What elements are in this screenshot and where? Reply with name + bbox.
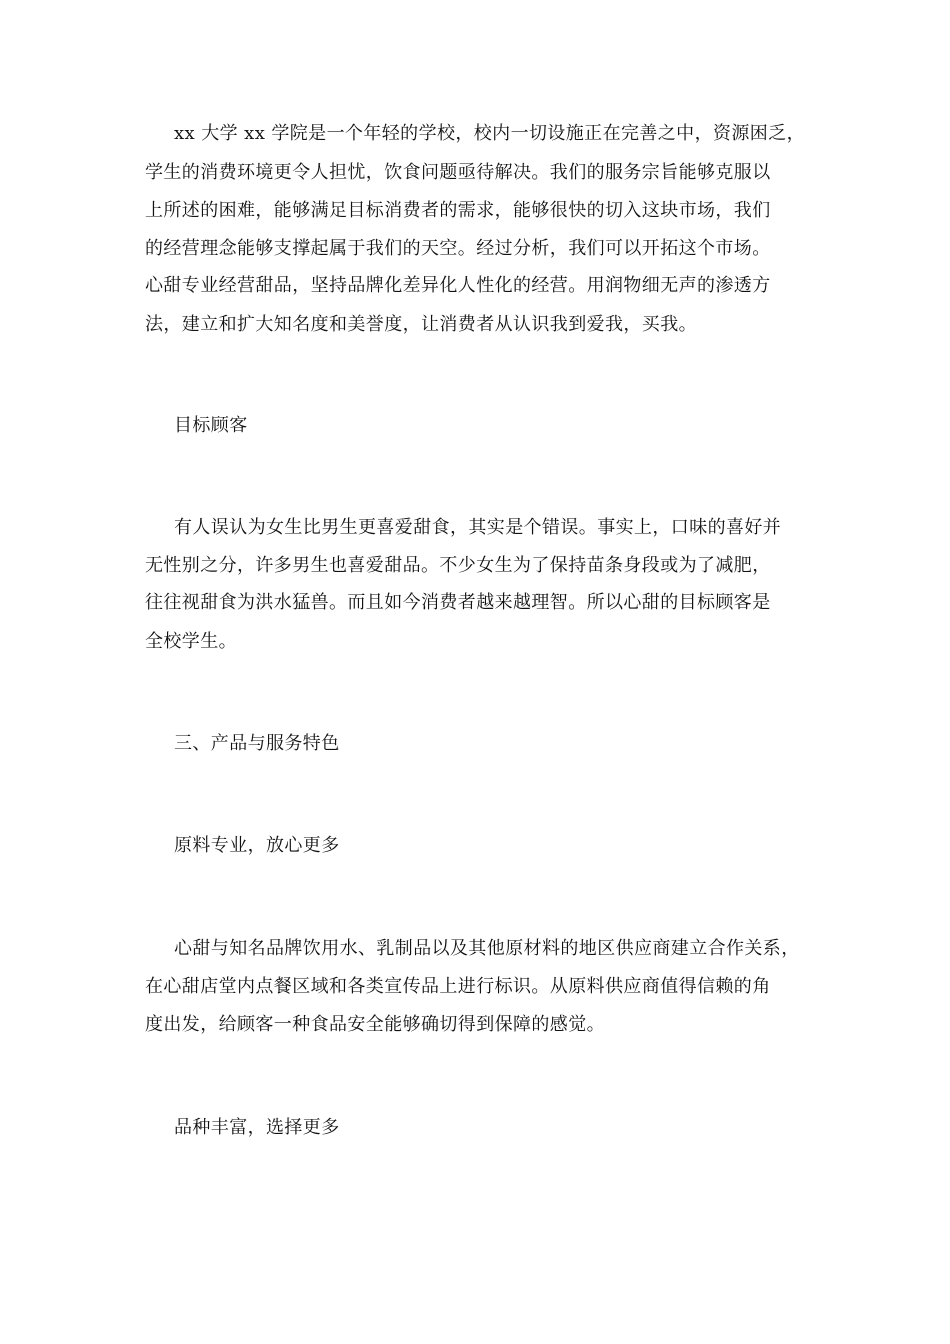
paragraph-line: 有人误认为女生比男生更喜爱甜食，其实是个错误。事实上，口味的喜好并 <box>174 517 782 538</box>
paragraph-line: 法，建立和扩大知名度和美誉度，让消费者从认识我到爱我，买我。 <box>145 314 697 335</box>
paragraph-line: 在心甜店堂内点餐区域和各类宣传品上进行标识。从原料供应商值得信赖的角 <box>145 976 771 997</box>
paragraph-line: 学生的消费环境更令人担忧，饮食问题亟待解决。我们的服务宗旨能够克服以 <box>145 162 771 183</box>
paragraph-line: 无性别之分，许多男生也喜爱甜品。不少女生为了保持苗条身段或为了减肥， <box>145 555 771 576</box>
heading-variety: 品种丰富，选择更多 <box>174 1117 340 1138</box>
heading-section-3: 三、产品与服务特色 <box>174 733 340 754</box>
paragraph-line: 心甜与知名品牌饮用水、乳制品以及其他原材料的地区供应商建立合作关系， <box>174 938 800 959</box>
heading-target-customers: 目标顾客 <box>174 415 248 436</box>
paragraph-line: 往往视甜食为洪水猛兽。而且如今消费者越来越理智。所以心甜的目标顾客是 <box>145 592 771 613</box>
paragraph-line: xx 大学 xx 学院是一个年轻的学校，校内一切设施正在完善之中，资源困乏， <box>174 123 805 144</box>
paragraph-line: 心甜专业经营甜品，坚持品牌化差异化人性化的经营。用润物细无声的渗透方 <box>145 275 771 296</box>
paragraph-line: 的经营理念能够支撑起属于我们的天空。经过分析，我们可以开拓这个市场。 <box>145 238 771 259</box>
paragraph-line: 度出发，给顾客一种食品安全能够确切得到保障的感觉。 <box>145 1014 605 1035</box>
paragraph-line: 全校学生。 <box>145 631 237 652</box>
paragraph-line: 上所述的困难，能够满足目标消费者的需求，能够很快的切入这块市场，我们 <box>145 200 771 221</box>
heading-materials: 原料专业，放心更多 <box>174 835 340 856</box>
